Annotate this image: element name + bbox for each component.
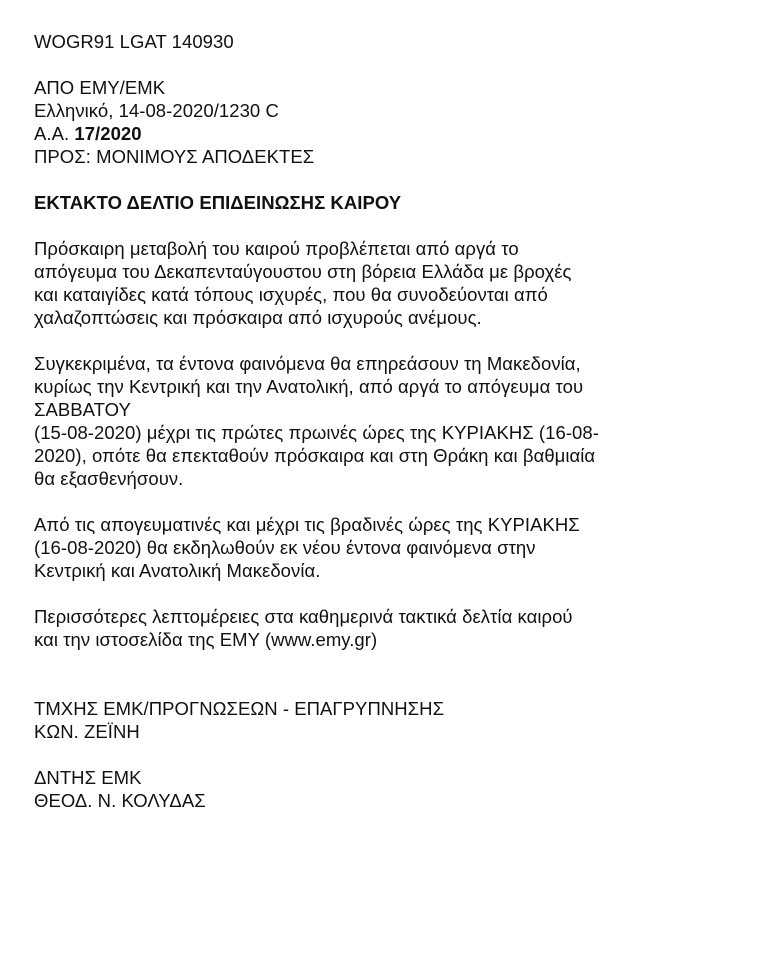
sender: ΑΠΟ ΕΜΥ/ΕΜΚ	[34, 77, 166, 98]
paragraph-3	[34, 513, 764, 582]
paragraph-line: Συγκεκριμένα, τα έντονα φαινόμενα θα επηρεάσουν τη Μακεδονία,	[34, 353, 581, 374]
paragraph-line: κυρίως την Κεντρική και την Ανατολική, από αργά το απόγευμα του	[34, 376, 584, 397]
paragraph-line: απόγευμα του Δεκαπενταύγουστου στη βόρεια Ελλάδα με βροχές	[34, 261, 572, 282]
recipient: ΠΡΟΣ: ΜΟΝΙΜΟΥΣ ΑΠΟΔΕΚΤΕΣ	[34, 146, 315, 167]
paragraph-line: Πρόσκαιρη μεταβολή του καιρού προβλέπεται από αργά το	[34, 238, 519, 259]
signature-block-1	[34, 697, 764, 743]
paragraph-line: Κεντρική και Ανατολική Μακεδονία.	[34, 560, 321, 581]
reference-number	[34, 122, 764, 145]
paragraph-line: και την ιστοσελίδα της ΕΜΥ (www.emy.gr)	[34, 629, 378, 650]
paragraph-line: Περισσότερες λεπτομέρειες στα καθημερινά τακτικά δελτία καιρού	[34, 606, 573, 627]
weather-bulletin-document	[34, 30, 764, 812]
paragraph-line: και καταιγίδες κατά τόπους ισχυρές, που θα συνοδεύονται από	[34, 284, 548, 305]
spacer	[34, 329, 764, 352]
spacer	[34, 53, 764, 76]
spacer	[34, 490, 764, 513]
signature-department: ΤΜΧΗΣ ΕΜΚ/ΠΡΟΓΝΩΣΕΩΝ - ΕΠΑΓΡΥΠΝΗΣΗΣ	[34, 698, 445, 719]
paragraph-line: θα εξασθενήσουν.	[34, 468, 184, 489]
paragraph-line: ΣΑΒΒΑΤΟΥ	[34, 399, 131, 420]
spacer	[34, 582, 764, 605]
bulletin-title: ΕΚΤΑΚΤΟ ΔΕΛΤΙΟ ΕΠΙΔΕΙΝΩΣΗΣ ΚΑΙΡΟΥ	[34, 192, 402, 213]
spacer	[34, 214, 764, 237]
spacer	[34, 168, 764, 191]
paragraph-line: χαλαζοπτώσεις και πρόσκαιρα από ισχυρούς ανέμους.	[34, 307, 482, 328]
paragraph-4	[34, 605, 764, 651]
paragraph-line: Από τις απογευματινές και μέχρι τις βραδινές ώρες της ΚΥΡΙΑΚΗΣ	[34, 514, 580, 535]
paragraph-2	[34, 352, 764, 490]
paragraph-line: (16-08-2020) θα εκδηλωθούν εκ νέου έντονα φαινόμενα στην	[34, 537, 536, 558]
paragraph-1	[34, 237, 764, 329]
signature-name: ΘΕΟΔ. Ν. ΚΟΛΥΔΑΣ	[34, 790, 206, 811]
spacer	[34, 743, 764, 766]
paragraph-line: 2020), οπότε θα επεκταθούν πρόσκαιρα και στη Θράκη και βαθμιαία	[34, 445, 596, 466]
reference-prefix: Α.Α.	[34, 123, 75, 144]
signature-name: ΚΩΝ. ΖΕΪΝΗ	[34, 721, 140, 742]
paragraph-line: (15-08-2020) μέχρι τις πρώτες πρωινές ώρες της ΚΥΡΙΑΚΗΣ (16-08-	[34, 422, 599, 443]
signature-role: ΔΝΤΗΣ ΕΜΚ	[34, 767, 142, 788]
spacer	[34, 651, 764, 697]
reference-value: 17/2020	[74, 123, 142, 144]
header-code: WOGR91 LGAT 140930	[34, 31, 234, 52]
signature-block-2	[34, 766, 764, 812]
place-date: Ελληνικό, 14-08-2020/1230 C	[34, 100, 279, 121]
